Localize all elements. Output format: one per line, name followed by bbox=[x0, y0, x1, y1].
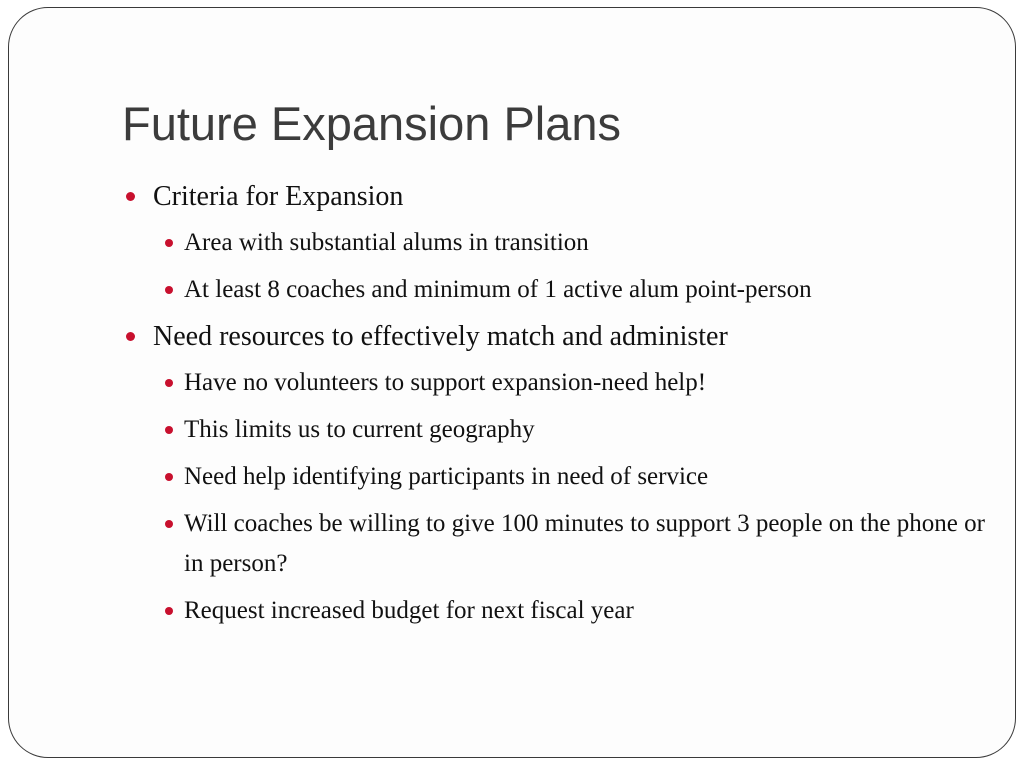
sub-bullet-dot-icon bbox=[165, 426, 173, 434]
sub-bullet-text: Area with substantial alums in transition bbox=[184, 229, 589, 256]
sub-bullet-dot-icon bbox=[165, 607, 173, 615]
bullet-criteria bbox=[122, 178, 992, 216]
sub-bullet-geography bbox=[122, 410, 992, 450]
sub-bullet-text: Request increased budget for next fiscal year bbox=[184, 597, 634, 624]
sub-bullet-no-volunteers bbox=[122, 363, 992, 403]
bullet-text: Need resources to effectively match and administer bbox=[153, 321, 728, 352]
sub-bullet-dot-icon bbox=[165, 379, 173, 387]
sub-bullet-text: This limits us to current geography bbox=[184, 416, 535, 443]
bullet-resources bbox=[122, 318, 992, 356]
sub-bullet-area-alums bbox=[122, 223, 992, 263]
sub-bullet-dot-icon bbox=[165, 473, 173, 481]
sub-bullet-text: Will coaches be willing to give 100 minutes to support 3 people on the phone or in person? bbox=[184, 510, 985, 577]
sub-bullet-dot-icon bbox=[165, 239, 173, 247]
sub-bullet-coaches-minimum bbox=[122, 270, 992, 310]
bullet-dot-icon bbox=[126, 192, 135, 201]
sub-bullet-identify-participants bbox=[122, 457, 992, 497]
sub-bullet-text: Have no volunteers to support expansion-need help! bbox=[184, 369, 707, 396]
sub-bullet-dot-icon bbox=[165, 286, 173, 294]
sub-bullet-text: Need help identifying participants in need of service bbox=[184, 463, 709, 490]
slide-content bbox=[122, 178, 992, 631]
sub-bullet-text: At least 8 coaches and minimum of 1 active alum point-person bbox=[184, 276, 812, 303]
sub-bullet-dot-icon bbox=[165, 520, 173, 528]
bullet-text: Criteria for Expansion bbox=[153, 181, 404, 212]
sub-bullet-budget bbox=[122, 591, 992, 631]
sub-bullet-coach-minutes bbox=[122, 504, 992, 584]
slide-frame bbox=[8, 7, 1016, 758]
bullet-dot-icon bbox=[126, 332, 135, 341]
slide-title: Future Expansion Plans bbox=[122, 97, 622, 150]
